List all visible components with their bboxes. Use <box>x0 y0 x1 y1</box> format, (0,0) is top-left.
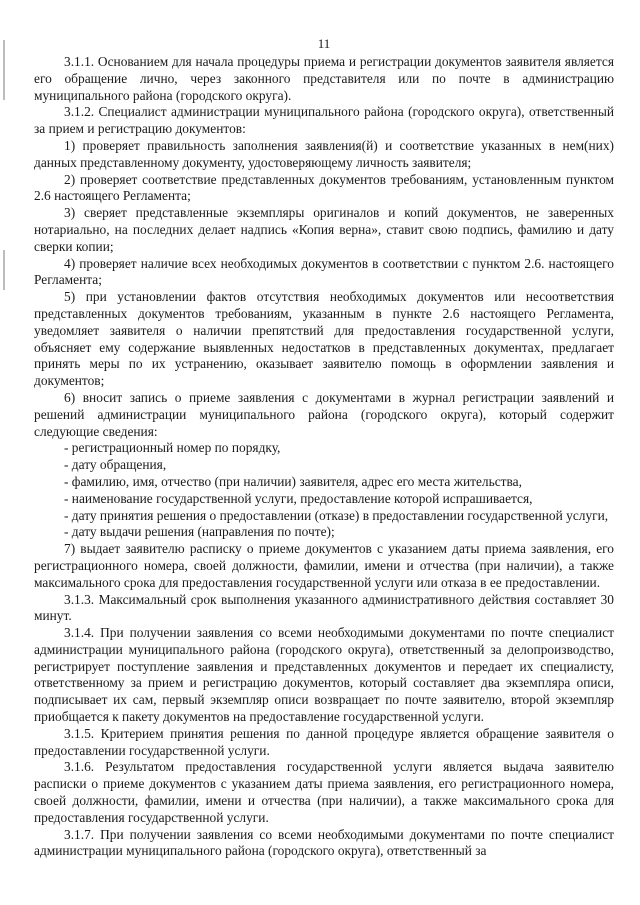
paragraph-3-1-1: 3.1.1. Основанием для начала процедуры приема и регистрации документов заявителя является его обращение лично, через законного представителя или по почте в администрацию муниципального района (городского округа). <box>34 54 614 103</box>
paragraph-3-1-7: 3.1.7. При получении заявления со всеми необходимыми документами по почте специалист администрации муниципального района (городского округа), ответственный за <box>34 826 614 859</box>
paragraph-3-1-6: 3.1.6. Результатом предоставления государственной услуги является выдача заявителю расписки о приеме документов с указанием даты приема заявления, его регистрационного номера, своей должности, фамилии, имени и отчества (при наличии), а также максимального срока для предоставления государственной услуги. <box>34 759 614 825</box>
paragraph-3-1-4: 3.1.4. При получении заявления со всеми необходимыми документами по почте специалист администрации муниципального района (городского округа), ответственный за делопроизводство, регистрирует поступление заявления и представленных документов и передает их специалисту, ответственному за прием и регистрацию документов, который составляет два экземпляра описи, подписывает их сам, первый экземпляр описи возвращает по почте заявителю, второй экземпляр приобщается к пакету документов на предоставление государственной услуги. <box>34 625 614 725</box>
dash-item-applicant-name: - фамилию, имя, отчество (при наличии) заявителя, адрес его места жительства, <box>64 473 522 489</box>
list-item-3: 3) сверяет представленные экземпляры оригиналов и копий документов, не заверенных нотариально, на последних делает надпись «Копия верна», ставит свою подпись, фамилию и дату сверки копии; <box>34 205 614 254</box>
dash-item-request-date: - дату обращения, <box>64 457 167 473</box>
scan-edge-mark <box>3 40 5 100</box>
dash-item-decision-date: - дату принятия решения о предоставлении (отказе) в предоставлении государственной услуги, <box>64 507 609 523</box>
list-item-2: 2) проверяет соответствие представленных документов требованиям, установленным пунктом 2.6 настоящего Регламента; <box>34 171 614 204</box>
document-body <box>34 54 614 860</box>
scan-edge-mark <box>3 250 5 290</box>
dash-item-registration-number: - регистрационный номер по порядку, <box>64 440 281 456</box>
list-item-5: 5) при установлении фактов отсутствия необходимых документов или несоответствия представленных документов требованиям, указанным в пункте 2.6 настоящего Регламента, уведомляет заявителя о наличии препятствий для предоставления государственной услуги, объясняет ему содержание выявленных недостатков в представленных документах, предлагает принять меры по их устранению, оказывает заявителю помощь в оформлении заявления и документов; <box>34 289 614 389</box>
paragraph-3-1-2: 3.1.2. Специалист администрации муниципального района (городского округа), ответственный за прием и регистрацию документов: <box>34 104 614 137</box>
paragraph-3-1-5: 3.1.5. Критерием принятия решения по данной процедуре является обращение заявителя о предоставлении государственной услуги. <box>34 725 614 758</box>
paragraph-3-1-3: 3.1.3. Максимальный срок выполнения указанного административного действия составляет 30 минут. <box>34 591 614 624</box>
list-item-4: 4) проверяет наличие всех необходимых документов в соответствии с пунктом 2.6. настоящего Регламента; <box>34 255 614 288</box>
list-item-7: 7) выдает заявителю расписку о приеме документов с указанием даты приема заявления, его регистрационного номера, своей должности, фамилии, имени и отчества (при наличии), а также максимального срока для предоставления государственной услуги или отказа в ее предоставлении. <box>34 541 614 590</box>
list-item-1: 1) проверяет правильность заполнения заявления(й) и соответствие указанных в нем(них) данных представленному документу, удостоверяющему личность заявителя; <box>34 137 614 170</box>
list-item-6: 6) вносит запись о приеме заявления с документами в журнал регистрации заявлений и решений администрации муниципального района (городского округа), который содержит следующие сведения: <box>34 389 614 439</box>
dash-item-service-name: - наименование государственной услуги, предоставление которой испрашивается, <box>64 490 533 506</box>
dash-item-issue-date: - дату выдачи решения (направления по почте); <box>64 524 335 540</box>
page-number: 11 <box>317 36 331 51</box>
